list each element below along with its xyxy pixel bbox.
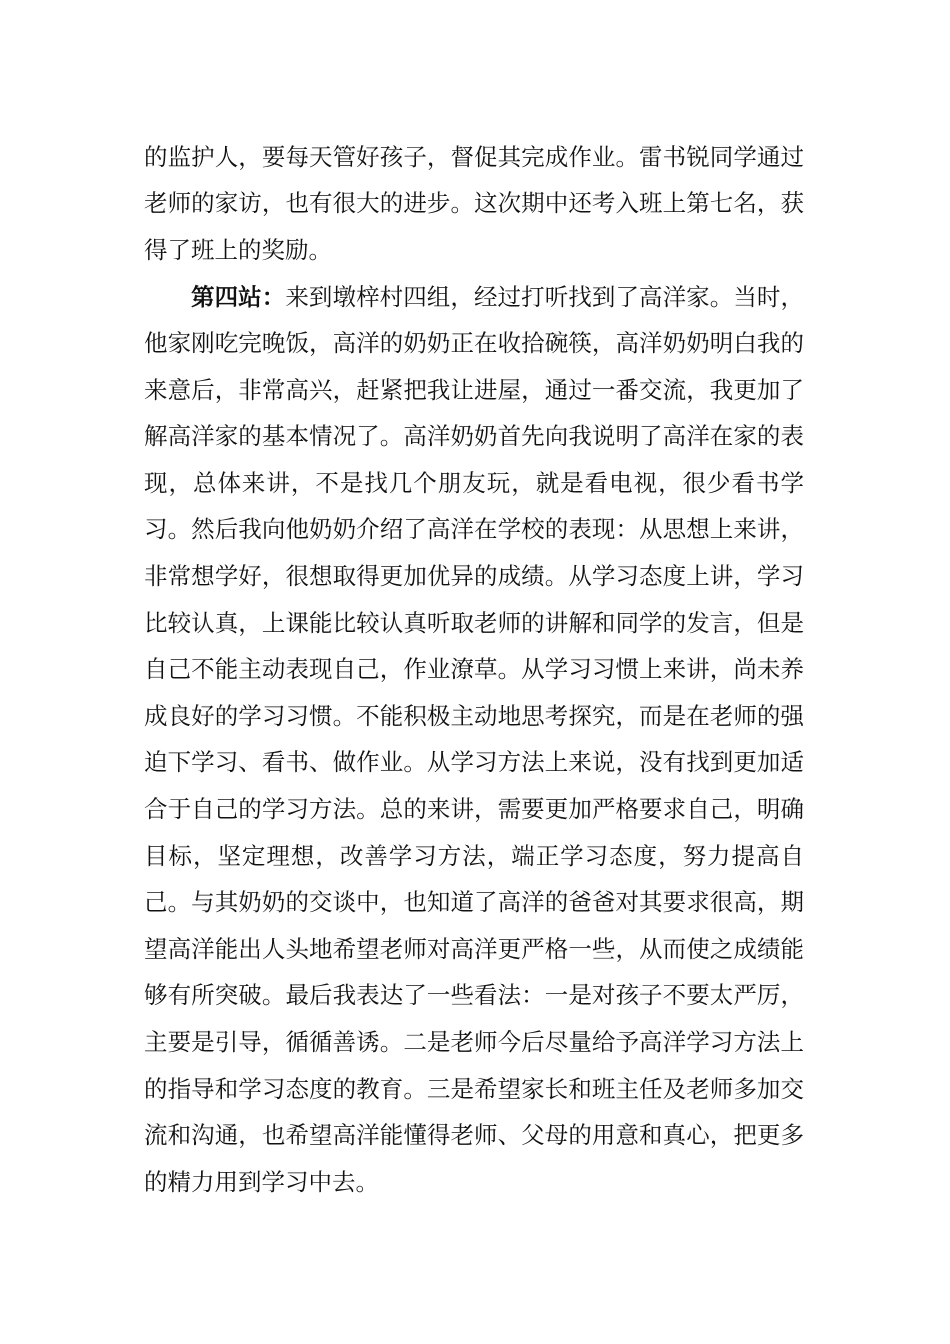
paragraph-continuation: 的监护人，要每天管好孩子，督促其完成作业。雷书锐同学通过老师的家访，也有很大的进步。这次期中还考入班上第七名，获得了班上的奖励。 bbox=[144, 142, 804, 264]
paragraph-body: 来到墩梓村四组，经过打听找到了高洋家。当时，他家刚吃完晚饭，高洋的奶奶正在收拾碗筷，高洋奶奶明白我的来意后，非常高兴，赶紧把我让进屋，通过一番交流，我更加了解高洋家的基本情况了。高洋奶奶首先向我说明了高洋在家的表现，总体来讲，不是找几个朋友玩，就是看电视，很少看书学习。然后我向他奶奶介绍了高洋在学校的表现：从思想上来讲，非常想学好，很想取得更加优异的成绩。从学习态度上讲，学习比较认真，上课能比较认真听取老师的讲解和同学的发言，但是自己不能主动表现自己，作业潦草。从学习习惯上来讲，尚未养成良好的学习习惯。不能积极主动地思考探究，而是在老师的强迫下学习、看书、做作业。从学习方法上来说，没有找到更加适合于自己的学习方法。总的来讲，需要更加严格要求自己，明确目标，坚定理想，改善学习方法，端正学习态度，努力提高自己。与其奶奶的交谈中，也知道了高洋的爸爸对其要求很高，期望高洋能出人头地希望老师对高洋更严格一些，从而使之成绩能够有所突破。最后我表达了一些看法：一是对孩子不要太严厉，主要是引导，循循善诱。二是老师今后尽量给予高洋学习方法上的指导和学习态度的教育。三是希望家长和班主任及老师多加交流和沟通，也希望高洋能懂得老师、父母的用意和真心，把更多的精力用到学习中去。 bbox=[144, 282, 805, 1196]
paragraph-fourth-stop bbox=[144, 274, 804, 1206]
paragraph-lead-heading: 第四站： bbox=[191, 282, 286, 311]
